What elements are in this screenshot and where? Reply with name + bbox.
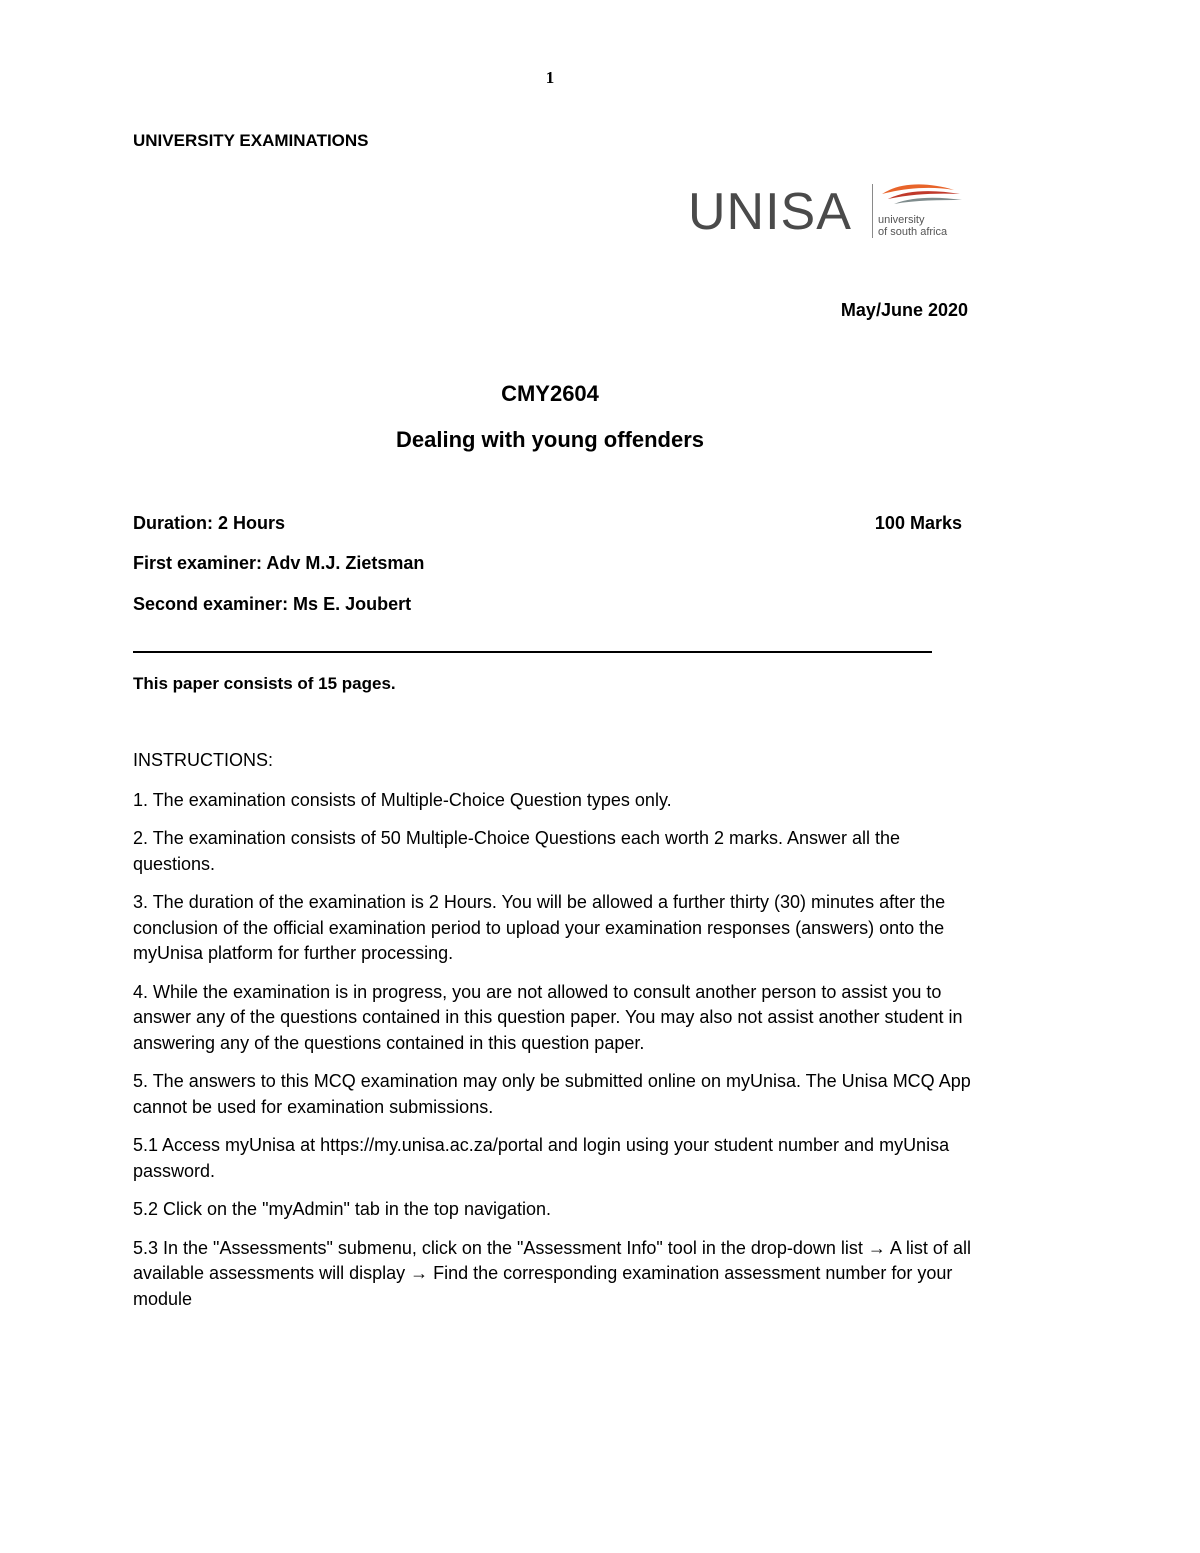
second-examiner: Second examiner: Ms E. Joubert [133,594,412,614]
logo-divider [872,184,873,238]
instructions-heading: INSTRUCTIONS: [133,750,274,770]
instruction-item: 5. The answers to this MCQ examination may only be submitted online on myUnisa. The Unisa MCQ App cannot be used for examination submissions. [133,1071,971,1117]
unisa-logo [688,180,968,244]
module-code: CMY2604 [501,381,599,406]
pages-note: This paper consists of 15 pages. [133,674,396,693]
logo-tagline-line1: university [878,214,925,226]
divider-rule [133,651,932,653]
logo-tagline-line2: of south africa [878,226,948,238]
instructions-section [133,748,973,1325]
total-marks: 100 Marks [874,513,962,533]
instruction-item: 4. While the examination is in progress, you are not allowed to consult another person to assist you to answer any of the questions contained in this question paper. You may also not assist another student in answering any of the questions contained in this question paper. [133,981,963,1053]
instruction-item: 5.3 In the "Assessments" submenu, click on the "Assessment Info" tool in the drop-down list → A list of all available assessments will display → Find the corresponding examination assessment number for your module [133,1237,971,1309]
page-number: 1 [545,68,555,87]
duration: Duration: 2 Hours [133,513,286,533]
exam-date: May/June 2020 [840,300,968,320]
instruction-item: 5.2 Click on the "myAdmin" tab in the top navigation. [133,1199,552,1219]
instruction-item: 3. The duration of the examination is 2 Hours. You will be allowed a further thirty (30) minutes after the conclusion of the official examination period to upload your examination responses (answers) onto the myUnisa platform for further processing. [133,892,946,963]
first-examiner: First examiner: Adv M.J. Zietsman [133,553,425,573]
module-title: Dealing with young offenders [395,427,704,452]
instruction-item: 1. The examination consists of Multiple-Choice Question types only. [133,789,672,810]
logo-tagline [878,214,947,238]
logo-swoosh-icon [878,180,968,210]
exam-header: UNIVERSITY EXAMINATIONS [133,131,369,150]
logo-wordmark: UNISA [688,183,852,241]
instruction-item: 5.1 Access myUnisa at https://my.unisa.ac.za/portal and login using your student number and myUnisa password. [133,1135,950,1181]
instruction-item: 2. The examination consists of 50 Multiple-Choice Questions each worth 2 marks. Answer all the questions. [133,828,901,874]
